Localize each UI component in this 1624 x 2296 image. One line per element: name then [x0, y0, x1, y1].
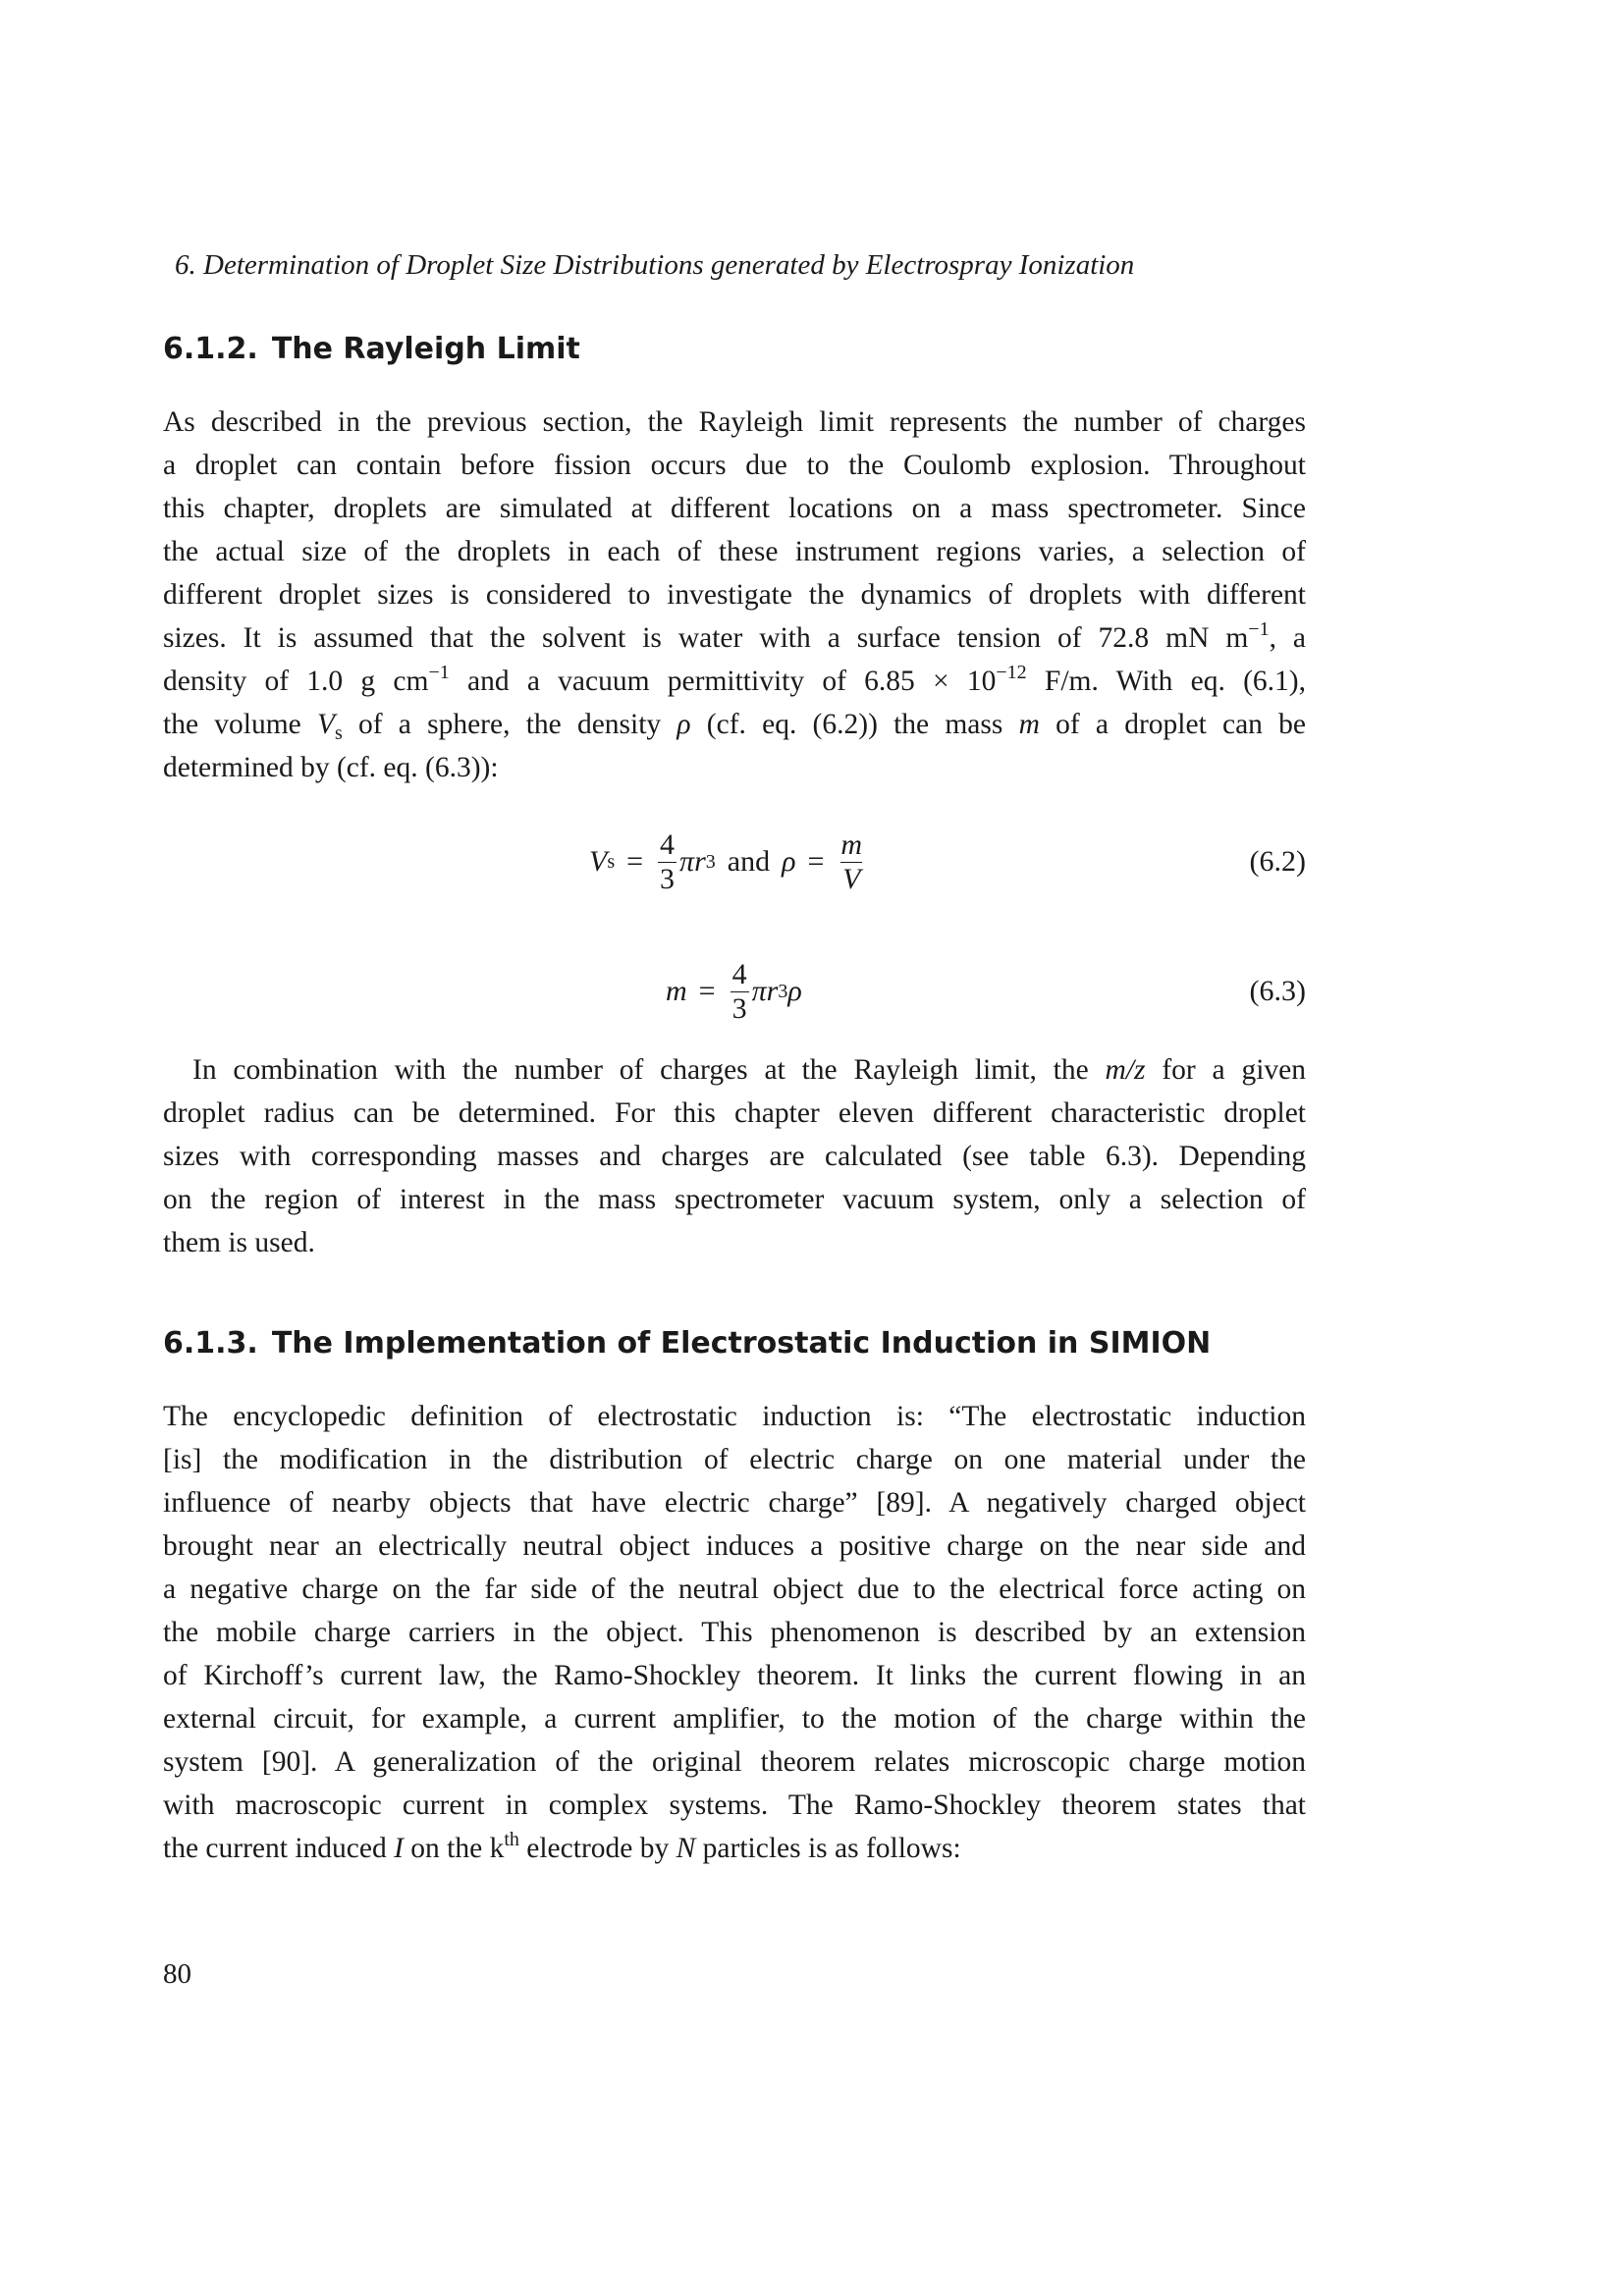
math-symbol: V	[589, 845, 608, 878]
superscript: −1	[1248, 618, 1270, 640]
text-line: As described in the previous section, the Rayleigh limit represents the number of charges	[163, 406, 1306, 438]
equals-sign: =	[626, 845, 644, 878]
text-line: of Kirchoff’s current law, the Ramo-Shockley theorem. It links the current flowing in an	[163, 1660, 1306, 1691]
text-run: , a	[1269, 622, 1307, 654]
equation-body: V s = $\frac{4}{3}$ π r 3 and ρ = $\frac{m}{V}$	[589, 828, 863, 895]
math-symbol: m/z	[1105, 1054, 1146, 1086]
text-line: the actual size of the droplets in each of these instrument regions varies, a selection of	[163, 536, 1306, 567]
text-line: droplet radius can be determined. For this chapter eleven different characteristic droplet	[163, 1097, 1306, 1129]
math-symbol: V	[316, 709, 335, 740]
equation-6-2	[163, 808, 1306, 916]
math-symbol: π	[751, 975, 767, 1007]
section-heading-electrostatic-induction	[163, 1326, 1211, 1361]
numerator: 4	[731, 957, 747, 990]
math-symbol: ρ	[677, 709, 691, 740]
equation-number: (6.2)	[1249, 845, 1306, 878]
subscript: s	[335, 722, 343, 744]
text-line: external circuit, for example, a current amplifier, to the motion of the charge within the	[163, 1703, 1306, 1735]
text-line: sizes with corresponding masses and charges are calculated (see table 6.3). Depending	[163, 1141, 1306, 1172]
section-number: 6.1.3.	[163, 1326, 258, 1361]
math-symbol: m	[1018, 709, 1040, 740]
text-line: influence of nearby objects that have electric charge” [89]. A negatively charged object	[163, 1487, 1306, 1519]
text-run: density of 1.0 g cm	[163, 666, 429, 697]
math-symbol: N	[676, 1833, 696, 1864]
text-line	[163, 660, 1306, 703]
text-line: brought near an electrically neutral object induces a positive charge on the near side and	[163, 1530, 1306, 1562]
text-line: system [90]. A generalization of the original theorem relates microscopic charge motion	[163, 1746, 1306, 1778]
text-line	[163, 616, 1306, 660]
equals-sign: =	[698, 975, 716, 1007]
text-run: electrode by	[518, 1833, 677, 1864]
text-run: of a sphere, the density	[342, 709, 677, 740]
text-line	[163, 1827, 1306, 1870]
text-run: on the k	[403, 1833, 505, 1864]
text-line: a droplet can contain before fission occurs due to the Coulomb explosion. Throughout	[163, 450, 1306, 481]
fraction	[839, 828, 864, 896]
text-run: for a given	[1145, 1054, 1307, 1086]
text-line: [is] the modification in the distribution of electric charge on one material under the	[163, 1444, 1306, 1475]
section-title: The Rayleigh Limit	[271, 332, 580, 366]
math-symbol: m	[666, 975, 687, 1007]
equation-6-3	[163, 937, 1306, 1045]
fraction	[731, 958, 749, 1026]
text-run: of a droplet can be	[1039, 709, 1306, 740]
paragraph-electrostatic-induction	[163, 1395, 1306, 1870]
superscript: −12	[996, 662, 1027, 683]
denominator: 3	[660, 862, 676, 895]
numerator: 4	[660, 828, 676, 861]
equals-sign: =	[807, 845, 825, 878]
text-run: (cf. eq. (6.2)) the mass	[690, 709, 1019, 740]
section-heading-rayleigh-limit	[163, 332, 580, 366]
text-line: them is used.	[163, 1227, 315, 1258]
text-run: F/m. With eq. (6.1),	[1026, 666, 1306, 697]
denominator: V	[842, 862, 861, 895]
denominator: 3	[731, 991, 747, 1025]
paragraph-rayleigh-intro	[163, 400, 1306, 789]
math-symbol: r	[694, 845, 706, 878]
text-line: different droplet sizes is considered to investigate the dynamics of droplets with different	[163, 579, 1306, 611]
text-run: In combination with the number of charges at the Rayleigh limit, the	[192, 1054, 1106, 1086]
text-line	[163, 1048, 1306, 1092]
superscript: th	[504, 1829, 519, 1850]
math-symbol: π	[679, 845, 695, 878]
section-title: The Implementation of Electrostatic Induction in SIMION	[271, 1326, 1212, 1361]
text-line	[163, 703, 1306, 746]
text-run: sizes. It is assumed that the solvent is water with a surface tension of 72.8 mN m	[163, 622, 1249, 654]
text-line: on the region of interest in the mass spectrometer vacuum system, only a selection of	[163, 1184, 1306, 1215]
text-line: with macroscopic current in complex systems. The Ramo-Shockley theorem states that	[163, 1789, 1306, 1821]
text-line: the mobile charge carriers in the object. This phenomenon is described by an extension	[163, 1617, 1306, 1648]
text-line: this chapter, droplets are simulated at different locations on a mass spectrometer. Since	[163, 493, 1306, 524]
math-symbol: ρ	[787, 975, 802, 1007]
math-symbol: ρ	[782, 845, 796, 878]
math-symbol: I	[394, 1833, 404, 1864]
text-run: the current induced	[163, 1833, 395, 1864]
text-run: the volume	[163, 709, 317, 740]
text-run: particles is as follows:	[695, 1833, 961, 1864]
text-run: and	[727, 845, 771, 878]
text-line: determined by (cf. eq. (6.3)):	[163, 752, 499, 783]
paragraph-mz-calculation	[163, 1048, 1306, 1264]
text-line: The encyclopedic definition of electrostatic induction is: “The electrostatic induction	[163, 1401, 1306, 1432]
fraction	[658, 828, 677, 896]
page-number: 80	[163, 1958, 191, 1990]
math-symbol: r	[766, 975, 779, 1007]
superscript: −1	[428, 662, 450, 683]
equation-number: (6.3)	[1249, 975, 1306, 1007]
equation-body: m = $\frac{4}{3}$ π r 3 ρ	[666, 957, 802, 1025]
section-number: 6.1.2.	[163, 332, 258, 366]
text-run: and a vacuum permittivity of 6.85 × 10	[449, 666, 997, 697]
numerator: m	[840, 828, 863, 861]
running-header: 6. Determination of Droplet Size Distributions generated by Electrospray Ionization	[175, 249, 1135, 281]
text-line: a negative charge on the far side of the neutral object due to the electrical force acting on	[163, 1574, 1306, 1605]
